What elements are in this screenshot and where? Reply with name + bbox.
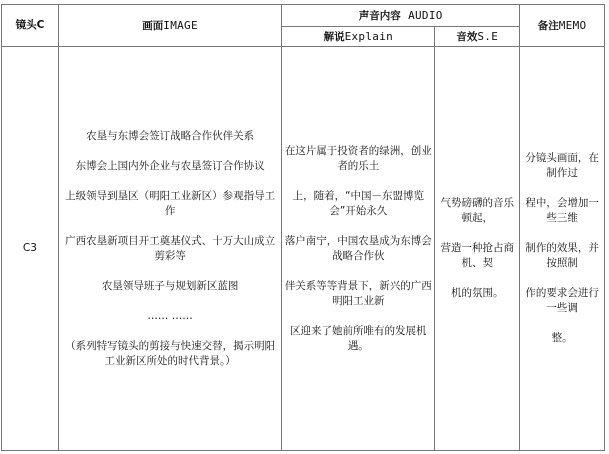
storyboard-table bbox=[1, 4, 605, 451]
memo-line: 程中，会增加一些三维 bbox=[525, 197, 599, 224]
narration-line: 在这片属于投资者的绿洲，创业者的乐土 bbox=[284, 144, 432, 172]
header-sound-effects: 音效S.E bbox=[435, 27, 520, 47]
narration-line: 上，随着，“中国－东盟博览会”开始永久 bbox=[292, 189, 425, 217]
narration-line: 区迎来了她前所唯有的发展机遇。 bbox=[290, 324, 427, 352]
image-cell bbox=[58, 47, 281, 451]
sound-effect-line: 机的氛围。 bbox=[451, 287, 504, 299]
image-line: …… …… bbox=[147, 309, 193, 322]
image-line: 东博会上国内外企业与农垦签订合作协议 bbox=[75, 159, 265, 172]
memo-line: 分镜头画面，在制作过 bbox=[525, 152, 599, 179]
narration-line: 落户南宁，中国农垦成为东博会战略合作伙 bbox=[284, 234, 432, 262]
sound-effect-line: 营造一种抢占商机、契 bbox=[440, 242, 514, 269]
header-image: 画面IMAGE bbox=[58, 5, 281, 47]
image-line: 广西农垦新项目开工奠基仪式、十万大山成立剪彩等 bbox=[65, 234, 276, 262]
sound-effect-line: 气势磅礴的音乐顿起， bbox=[440, 197, 514, 224]
image-line: 农垦与东博会签订战略合作伙伴关系 bbox=[86, 129, 255, 142]
image-line: 上级领导到垦区（明阳工业新区）参观指导工作 bbox=[65, 189, 276, 217]
table-row bbox=[2, 47, 605, 451]
memo-cell bbox=[520, 47, 605, 451]
image-line: （系列特写镜头的剪接与快速交替，揭示明阳工业新区所处的时代背景。） bbox=[65, 339, 276, 367]
memo-line: 作的要求会进行一些调 bbox=[525, 287, 599, 314]
narration-line: 伴关系等等背景下，新兴的广西明阳工业新 bbox=[284, 279, 432, 307]
image-line: 农垦领导班子与规划新区蓝图 bbox=[101, 279, 239, 292]
header-shot: 镜头C bbox=[2, 5, 59, 47]
header-narration: 解说Explain bbox=[282, 27, 435, 47]
shot-code-cell: C3 bbox=[2, 47, 59, 451]
sound-effects-cell bbox=[435, 47, 520, 451]
memo-line: 制作的效果，并按照制 bbox=[525, 242, 599, 269]
header-audio: 声音内容 AUDIO bbox=[282, 5, 520, 27]
narration-cell bbox=[282, 47, 435, 451]
header-memo: 备注MEMO bbox=[520, 5, 605, 47]
memo-line: 整。 bbox=[551, 332, 573, 344]
